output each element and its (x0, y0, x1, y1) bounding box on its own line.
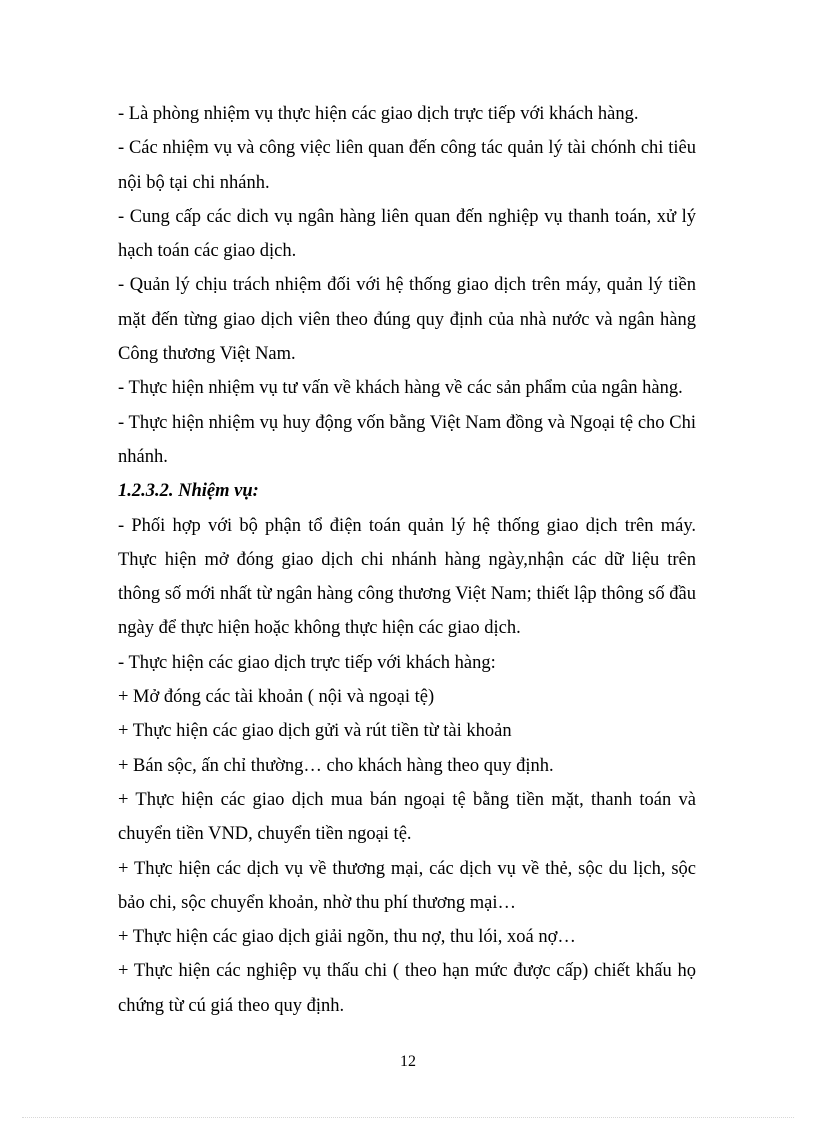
page-bottom-divider (22, 1117, 794, 1118)
list-item-trade-services: + Thực hiện các dịch vụ về thương mại, các dịch vụ về thẻ, sộc du lịch, sộc bảo chi, sộc chuyển khoản, nhờ thu phí thương mại… (118, 858, 696, 913)
paragraph-role: - Là phòng nhiệm vụ thực hiện các giao dịch trực tiếp với khách hàng. (118, 104, 639, 124)
paragraph-coordination: - Phối hợp với bộ phận tổ điện toán quản lý hệ thống giao dịch trên máy. Thực hiện mở đóng giao dịch chi nhánh hàng ngày,nhận các dữ liệu trên thông số mới nhất từ ngân hàng công thương Việt Nam; thiết lập thông số đầu ngày để thực hiện hoặc không thực hiện các giao dịch. (118, 515, 696, 639)
paragraph-system-management: - Quản lý chịu trách nhiệm đối với hệ thống giao dịch trên máy, quản lý tiền mặt đến từng giao dịch viên theo đúng quy định của nhà nước và ngân hàng Công thương Việt Nam. (118, 275, 696, 365)
list-item-overdraft: + Thực hiện các nghiệp vụ thấu chi ( theo hạn mức được cấp) chiết khấu họ chứng từ cú giá theo quy định. (118, 961, 696, 1016)
paragraph-banking-services: - Cung cấp các dich vụ ngân hàng liên quan đến nghiệp vụ thanh toán, xử lý hạch toán các giao dịch. (118, 206, 696, 262)
page-number: 12 (400, 1053, 416, 1070)
list-item-open-accounts: + Mở đóng các tài khoản ( nội và ngoại tệ) (118, 687, 435, 708)
document-body (118, 97, 696, 1023)
paragraph-finance-tasks: - Các nhiệm vụ và công việc liên quan đến công tác quản lý tài chónh chi tiêu nội bộ tại chi nhánh. (118, 138, 696, 193)
paragraph-capital-mobilization: - Thực hiện nhiệm vụ huy động vốn bằng Việt Nam đồng và Ngoại tệ cho Chi nhánh. (118, 412, 696, 467)
paragraph-direct-transactions: - Thực hiện các giao dịch trực tiếp với khách hàng: (118, 652, 496, 673)
section-heading: 1.2.3.2. Nhiệm vụ: (118, 481, 259, 502)
list-item-loans: + Thực hiện các giao dịch giải ngõn, thu nợ, thu lói, xoá nợ… (118, 927, 576, 948)
paragraph-advisory: - Thực hiện nhiệm vụ tư vấn về khách hàng về các sản phẩm của ngân hàng. (118, 378, 683, 399)
list-item-sell-cheques: + Bán sộc, ấn chỉ thường… cho khách hàng theo quy định. (118, 755, 554, 776)
list-item-foreign-exchange: + Thực hiện các giao dịch mua bán ngoại tệ bằng tiền mặt, thanh toán và chuyển tiền VND, chuyển tiền ngoại tệ. (118, 789, 696, 845)
list-item-deposit-withdraw: + Thực hiện các giao dịch gửi và rút tiền từ tài khoản (118, 721, 512, 742)
